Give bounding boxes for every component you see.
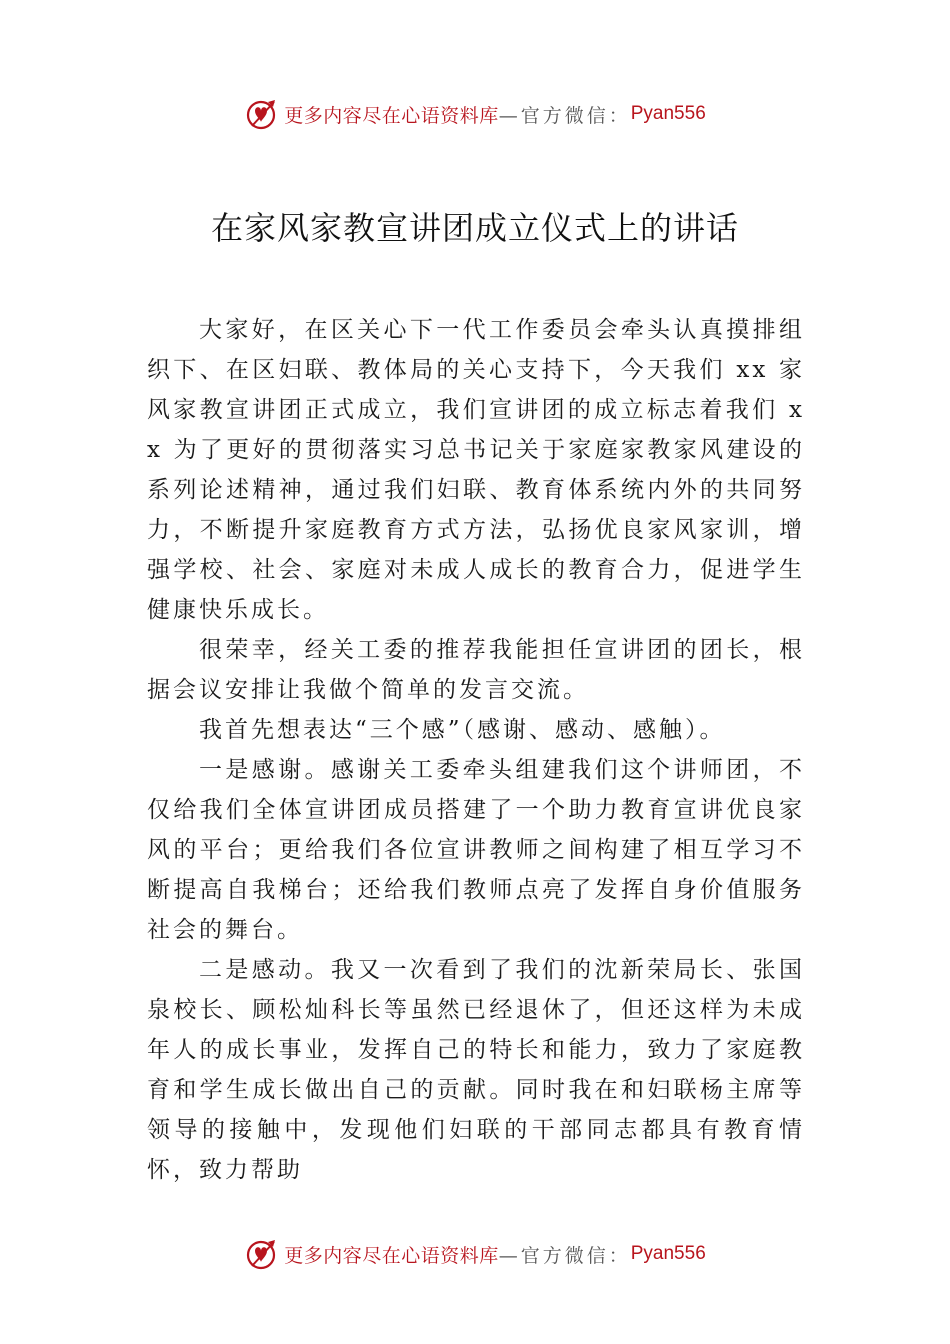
document-body <box>147 310 805 1190</box>
header-banner <box>0 96 950 132</box>
banner-wechat-id: Pyan556 <box>630 1243 706 1264</box>
banner-dash-text: —官方微信： <box>498 104 631 127</box>
paragraph: 很荣幸，经关工委的推荐我能担任宣讲团的团长，根据会议安排让我做个简单的发言交流。 <box>147 637 805 703</box>
banner-wechat-id: Pyan556 <box>630 103 706 124</box>
page-title: 在家风家教宣讲团成立仪式上的讲话 <box>210 209 739 247</box>
banner-brand-text: 更多内容尽在心语资料库 <box>284 104 499 127</box>
paragraph: 我首先想表达“三个感”（感谢、感动、感触）。 <box>199 717 726 743</box>
paragraph: 二是感动。我又一次看到了我们的沈新荣局长、张国泉校长、顾松灿科长等虽然已经退休了，但还这样为未成年人的成长事业，发挥自己的特长和能力，致力了家庭教育和学生成长做出自己的贡献。同时我在和妇联杨主席等领导的接触中，发现他们妇联的干部同志都具有教育情怀，致力帮助 <box>147 957 805 1183</box>
banner-brand-text: 更多内容尽在心语资料库 <box>284 1244 499 1267</box>
footer-banner <box>0 1236 950 1272</box>
banner-dash-text: —官方微信： <box>498 1244 631 1267</box>
paragraph: 一是感谢。感谢关工委牵头组建我们这个讲师团，不仅给我们全体宣讲团成员搭建了一个助力教育宣讲优良家风的平台；更给我们各位宣讲教师之间构建了相互学习不断提高自我梯台；还给我们教师点亮了发挥自身价值服务社会的舞台。 <box>147 757 805 943</box>
heart-feather-logo-icon <box>244 96 280 132</box>
heart-feather-logo-icon <box>244 1236 280 1272</box>
paragraph: 大家好，在区关心下一代工作委员会牵头认真摸排组织下、在区妇联、教体局的关心支持下，今天我们 xx 家风家教宣讲团正式成立，我们宣讲团的成立标志着我们 xx 为了更好的贯彻落实习总书记关于家庭家教家风建设的系列论述精神，通过我们妇联、教育体系统内外的共同努力，不断提升家庭教育方式方法，弘扬优良家风家训，增强学校、社会、家庭对未成人成长的教育合力，促进学生健康快乐成长。 <box>147 317 805 623</box>
